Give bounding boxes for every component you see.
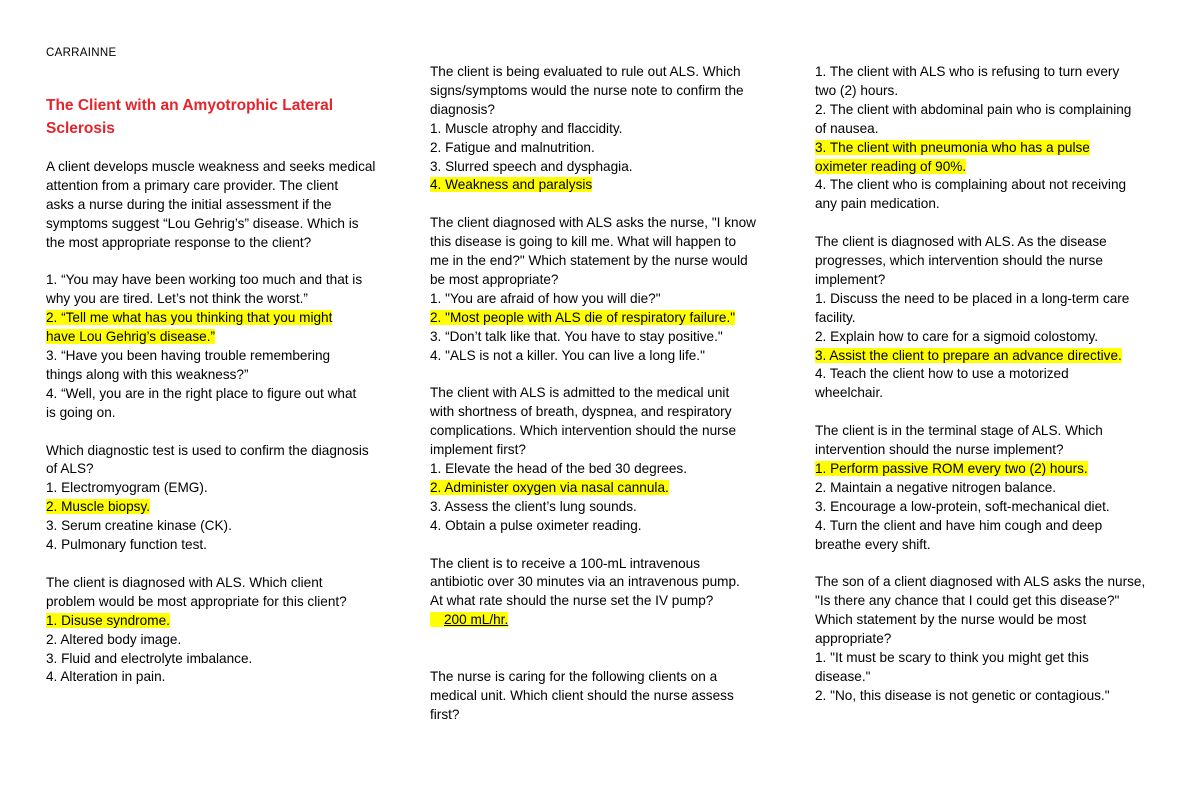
stem-line: implement first? xyxy=(430,442,526,458)
stem-line: me in the end?" Which statement by the nurse would xyxy=(430,253,748,269)
stem-line: "Is there any chance that I could get this disease?" xyxy=(815,593,1120,609)
stem-line: Which statement by the nurse would be most xyxy=(815,612,1087,628)
option-1-answer: 1. Disuse syndrome. xyxy=(46,612,170,628)
stem-line: of ALS? xyxy=(46,461,94,477)
option-2-answer: 2. "Most people with ALS die of respiratory failure." xyxy=(430,309,736,325)
option-4: wheelchair. xyxy=(815,385,884,401)
option-1: 1. Discuss the need to be placed in a long-term care xyxy=(815,290,1130,306)
option-4: is going on. xyxy=(46,404,116,420)
stem-line: be most appropriate? xyxy=(430,271,559,287)
option-4: 4. Turn the client and have him cough and deep xyxy=(815,517,1103,533)
option-4: 4. Teach the client how to use a motorized xyxy=(815,366,1069,382)
stem-line: this disease is going to kill me. What will happen to xyxy=(430,234,737,250)
stem-line: first? xyxy=(430,706,460,722)
option-3: 3. Assess the client’s lung sounds. xyxy=(430,498,637,514)
option-1: 1. Elevate the head of the bed 30 degrees. xyxy=(430,461,687,476)
question-signs-symptoms xyxy=(430,63,775,725)
option-3: 3. Encourage a low-protein, soft-mechanical diet. xyxy=(815,498,1110,514)
option-3-answer: oximeter reading of 90%. xyxy=(815,158,967,174)
option-3-answer: 3. Assist the client to prepare an advance directive. xyxy=(815,347,1122,363)
option-4: breathe every shift. xyxy=(815,536,931,552)
option-1: 1. "It must be scary to think you might get this xyxy=(815,650,1089,666)
option-4: 4. Obtain a pulse oximeter reading. xyxy=(430,517,642,533)
stem-line: The client is to receive a 100-mL intravenous xyxy=(430,555,700,571)
stem-line: Which diagnostic test is used to confirm the diagnosis xyxy=(46,442,369,458)
option-1: two (2) hours. xyxy=(815,82,899,98)
stem-line: asks a nurse during the initial assessment if the xyxy=(46,196,332,212)
stem-line: diagnosis? xyxy=(430,101,495,117)
author-name: CARRAINNE xyxy=(46,47,117,59)
option-3: 3. Slurred speech and dysphagia. xyxy=(430,158,633,174)
stem-line: A client develops muscle weakness and seeks medical xyxy=(46,159,376,174)
stem-line: attention from a primary care provider. The client xyxy=(46,177,339,193)
question-assess-first-options xyxy=(815,63,1160,706)
question-lou-gehrig xyxy=(46,158,386,687)
option-4-answer: 4. Weakness and paralysis xyxy=(430,177,593,193)
option-3: 3. “Have you been having trouble remembering xyxy=(46,348,331,364)
stem-line: The client is being evaluated to rule out ALS. Which xyxy=(430,64,741,79)
option-2: 2. Altered body image. xyxy=(46,631,182,647)
stem-line: with shortness of breath, dyspnea, and respiratory xyxy=(430,404,732,420)
option-1: 1. The client with ALS who is refusing to turn every xyxy=(815,64,1120,79)
option-2: 2. The client with abdominal pain who is complaining xyxy=(815,101,1132,117)
stem-line: The client diagnosed with ALS asks the nurse, "I know xyxy=(430,215,756,231)
stem-line: signs/symptoms would the nurse note to confirm the xyxy=(430,82,744,98)
option-3: 3. “Don’t talk like that. You have to stay positive." xyxy=(430,328,723,344)
option-4: 4. “Well, you are in the right place to figure out what xyxy=(46,385,357,401)
option-3-answer: 3. The client with pneumonia who has a pulse xyxy=(815,139,1090,155)
option-2: 2. Maintain a negative nitrogen balance. xyxy=(815,479,1057,495)
stem-line: At what rate should the nurse set the IV pump? xyxy=(430,593,714,609)
option-4: 4. Alteration in pain. xyxy=(46,669,166,685)
option-3: things along with this weakness?” xyxy=(46,366,249,382)
page-title: The Client with an Amyotrophic Lateral Sclerosis xyxy=(46,97,334,137)
option-2-answer: 2. Muscle biopsy. xyxy=(46,499,151,515)
option-2: 2. "No, this disease is not genetic or contagious." xyxy=(815,687,1110,703)
option-1: why you are tired. Let’s not think the worst.” xyxy=(46,291,308,307)
option-1-answer: 1. Perform passive ROM every two (2) hours. xyxy=(815,461,1088,476)
stem-line: symptoms suggest “Lou Gehrig’s” disease. Which is xyxy=(46,215,359,231)
stem-line: The nurse is caring for the following clients on a xyxy=(430,668,718,684)
option-2: 2. Fatigue and malnutrition. xyxy=(430,139,595,155)
option-2-answer: 2. Administer oxygen via nasal cannula. xyxy=(430,479,669,495)
option-1: facility. xyxy=(815,309,856,325)
stem-line: The client is diagnosed with ALS. As the disease xyxy=(815,234,1107,250)
option-2-answer: 2. “Tell me what has you thinking that you might xyxy=(46,310,333,326)
option-4: 4. "ALS is not a killer. You can live a long life." xyxy=(430,347,705,363)
option-3: 3. Fluid and electrolyte imbalance. xyxy=(46,650,253,666)
iv-rate-answer: 200 mL/hr. xyxy=(430,612,508,627)
stem-line: progresses, which intervention should the nurse xyxy=(815,253,1103,269)
stem-line: The client with ALS is admitted to the medical unit xyxy=(430,385,730,401)
stem-line: the most appropriate response to the client? xyxy=(46,234,312,250)
option-4: any pain medication. xyxy=(815,196,940,212)
stem-line: intervention should the nurse implement? xyxy=(815,442,1064,458)
option-2: of nausea. xyxy=(815,120,879,136)
option-1: 1. Muscle atrophy and flaccidity. xyxy=(430,120,623,136)
stem-line: medical unit. Which client should the nurse assess xyxy=(430,687,734,703)
option-1: 1. Electromyogram (EMG). xyxy=(46,480,208,496)
option-1: 1. “You may have been working too much and that is xyxy=(46,272,363,288)
option-1: disease." xyxy=(815,668,871,684)
option-3: 3. Serum creatine kinase (CK). xyxy=(46,518,232,534)
option-2-answer: have Lou Gehrig’s disease.” xyxy=(46,329,216,345)
stem-line: antibiotic over 30 minutes via an intravenous pump. xyxy=(430,574,740,590)
stem-line: appropriate? xyxy=(815,631,892,647)
option-1: 1. "You are afraid of how you will die?" xyxy=(430,290,661,306)
stem-line: problem would be most appropriate for this client? xyxy=(46,593,347,609)
stem-line: The client is in the terminal stage of ALS. Which xyxy=(815,423,1103,439)
option-4: 4. Pulmonary function test. xyxy=(46,537,207,553)
stem-line: complications. Which intervention should the nurse xyxy=(430,423,737,439)
option-4: 4. The client who is complaining about not receiving xyxy=(815,177,1127,193)
stem-line: The son of a client diagnosed with ALS asks the nurse, xyxy=(815,574,1146,590)
stem-line: implement? xyxy=(815,271,886,287)
option-2: 2. Explain how to care for a sigmoid colostomy. xyxy=(815,328,1099,344)
stem-line: The client is diagnosed with ALS. Which client xyxy=(46,574,323,590)
